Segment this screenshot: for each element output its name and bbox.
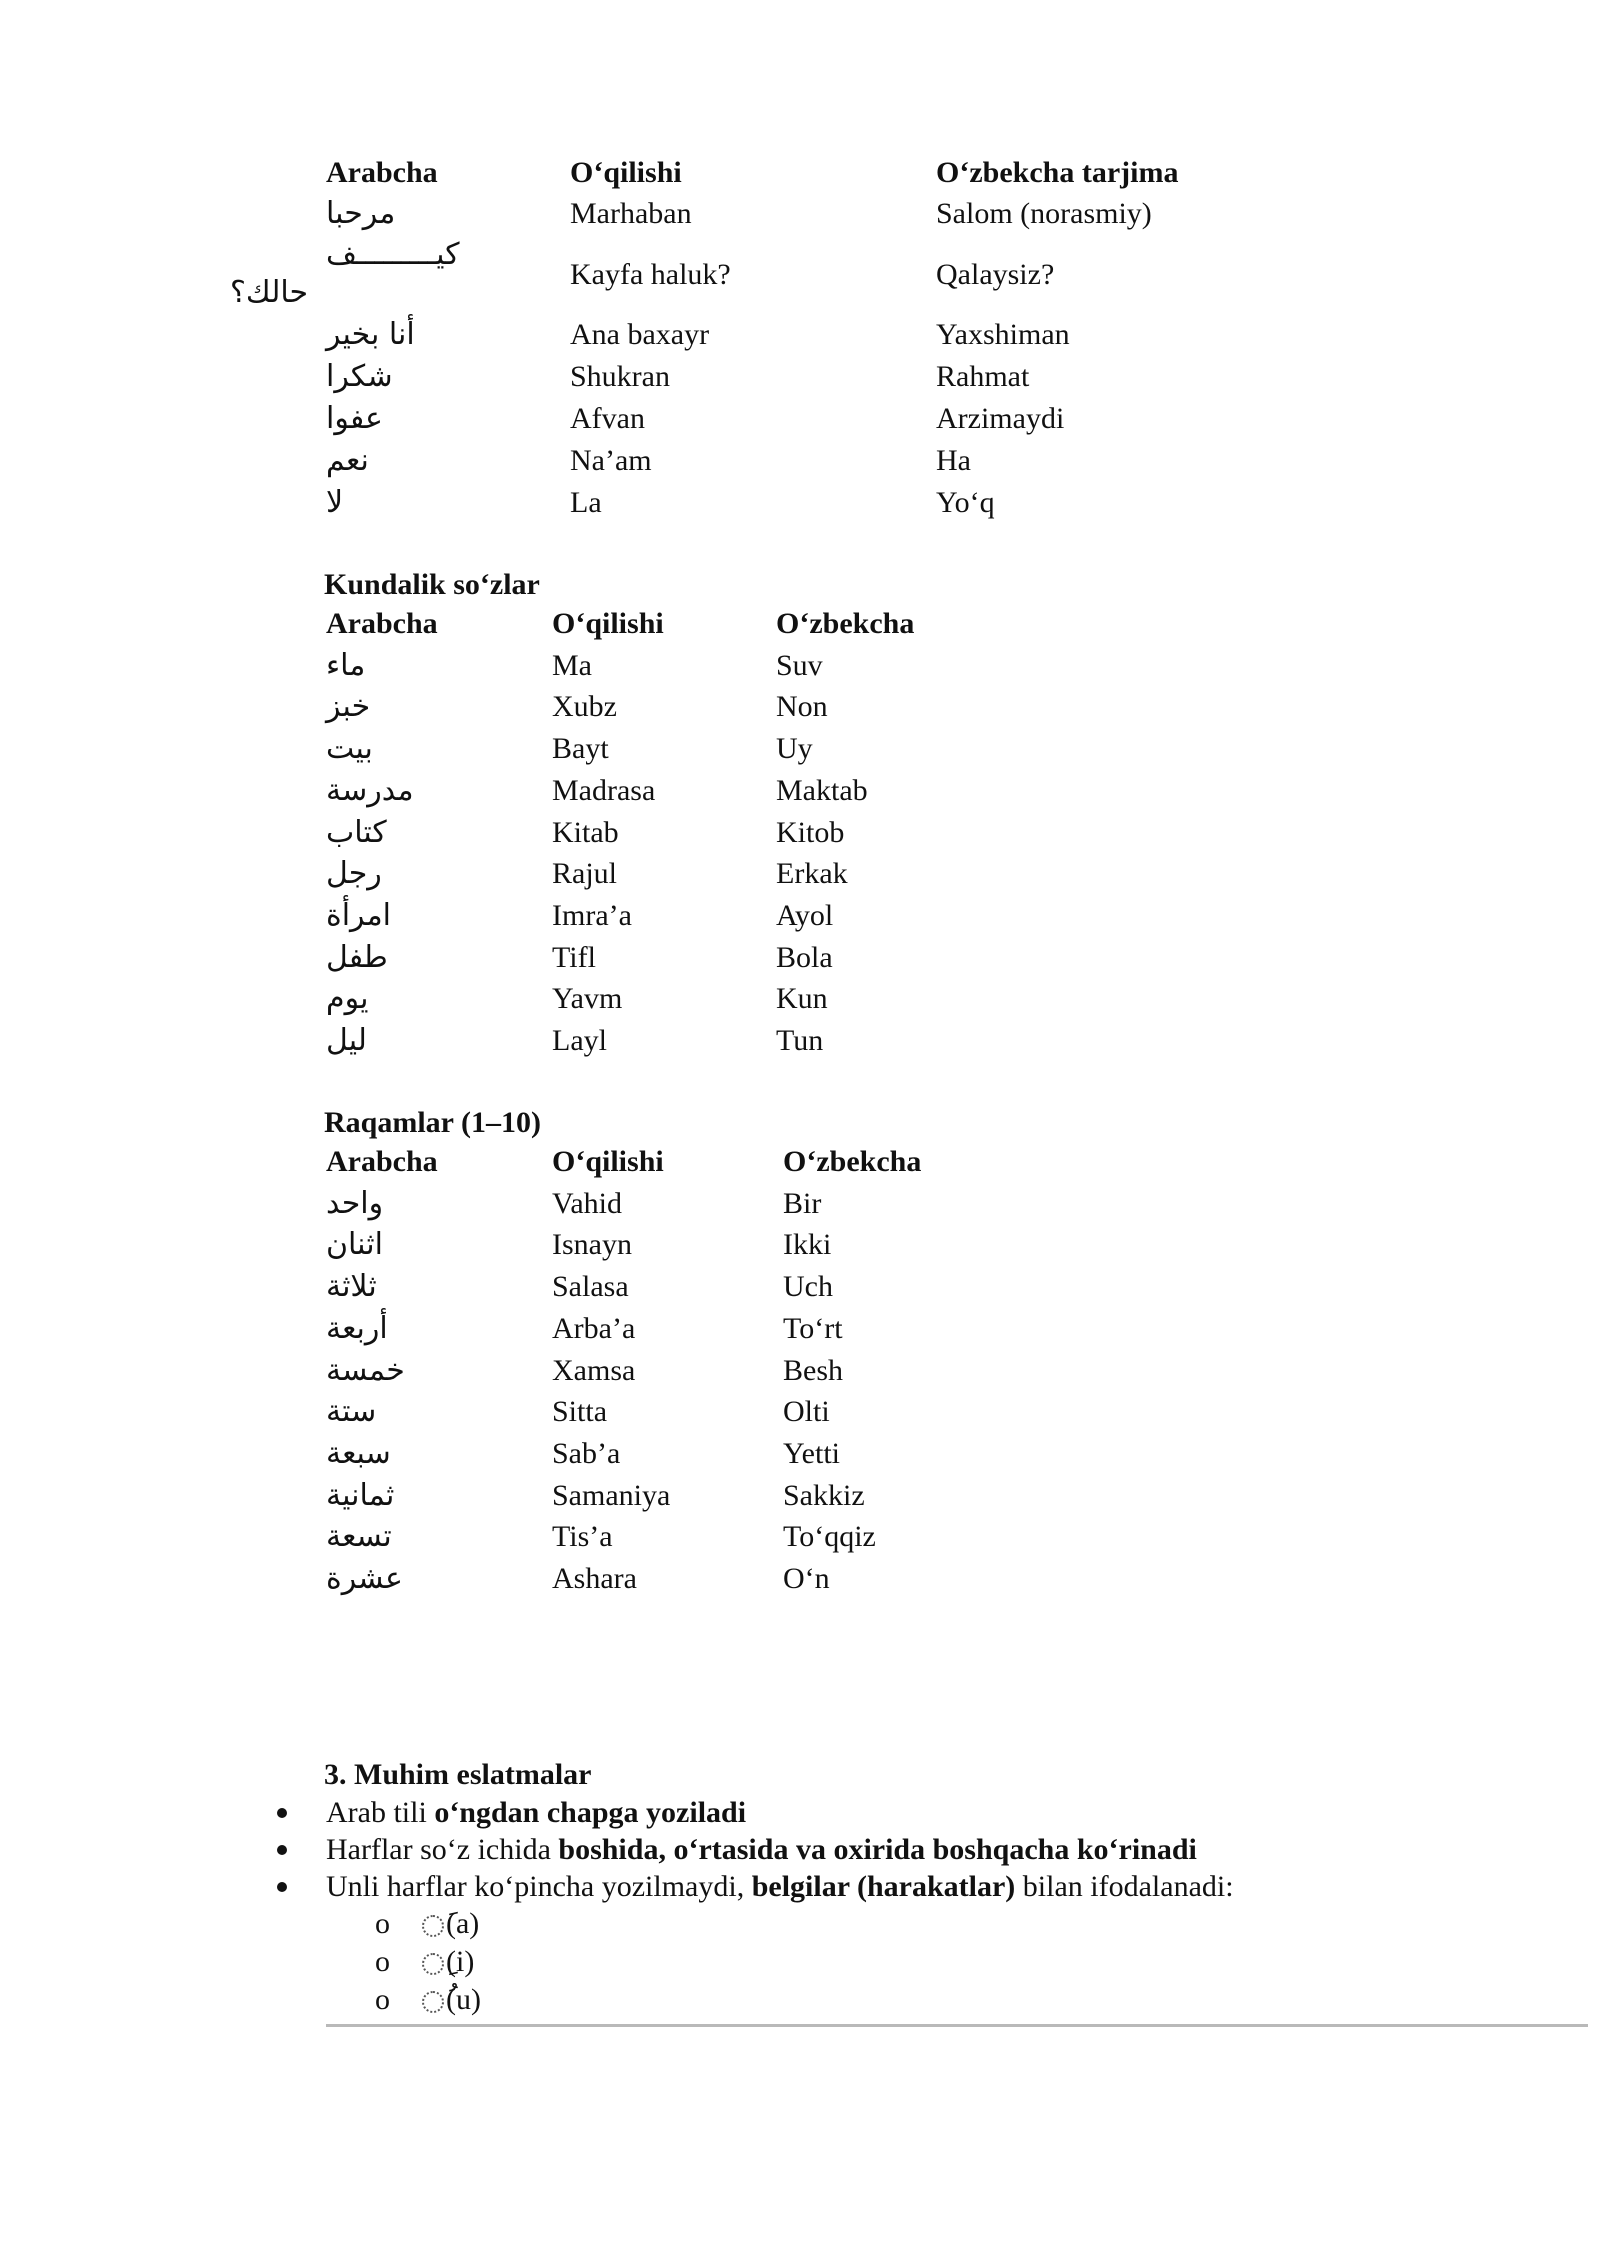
reading: Salasa <box>552 1270 629 1303</box>
bullet-text-bold: belgilar (harakatlar) <box>751 1870 1016 1903</box>
bullet-dot-icon <box>277 1808 287 1818</box>
translation: Tun <box>776 1024 824 1057</box>
harakat-item <box>422 1947 474 1977</box>
arabic-word: خبز <box>326 689 371 724</box>
table-row <box>0 898 1600 943</box>
arabic-word: يوم <box>326 981 369 1016</box>
table-row <box>0 773 1600 818</box>
translation: Kun <box>776 982 828 1015</box>
arabic-word: اثنان <box>326 1227 383 1262</box>
harakat-item <box>422 1909 479 1939</box>
arabic-word-line-2: حالك؟ <box>230 275 309 310</box>
column-header-reading: O‘qilishi <box>552 607 664 640</box>
translation: O‘n <box>783 1562 830 1595</box>
numbers-title: Raqamlar (1–10) <box>324 1106 541 1139</box>
table-row <box>0 1394 1600 1439</box>
bullet-text: bilan ifodalanadi: <box>1015 1870 1234 1903</box>
table-row <box>0 1227 1600 1272</box>
bullet-text: Harflar so‘z ichida <box>326 1833 559 1866</box>
arabic-word: عفوا <box>326 401 383 436</box>
arabic-word: امرأة <box>326 898 392 933</box>
notes-title: 3. Muhim eslatmalar <box>324 1758 592 1791</box>
reading: Imra’a <box>552 899 632 932</box>
arabic-word: تسعة <box>326 1519 392 1554</box>
table-row <box>0 815 1600 860</box>
arabic-word: ماء <box>326 648 366 683</box>
bullet-item <box>326 1872 1234 1902</box>
column-header-uzbek: O‘zbekcha <box>776 607 915 640</box>
table-row <box>0 359 1600 404</box>
translation: Qalaysiz? <box>936 258 1055 291</box>
reading: Tifl <box>552 941 596 974</box>
table-row <box>0 1478 1600 1523</box>
dotted-circle-icon <box>422 1915 444 1937</box>
table-row <box>0 1519 1600 1564</box>
column-header-reading: O‘qilishi <box>552 1145 664 1178</box>
translation: Yaxshiman <box>936 318 1070 351</box>
sub-bullet-marker: o <box>375 1945 390 1978</box>
bullet-text: Unli harflar ko‘pincha yozilmaydi, <box>326 1870 752 1903</box>
arabic-word: أربعة <box>326 1311 388 1346</box>
reading: Sitta <box>552 1395 608 1428</box>
reading: Xubz <box>552 690 617 723</box>
arabic-word: واحد <box>326 1186 384 1221</box>
reading: Ashara <box>552 1562 637 1595</box>
arabic-word: عشرة <box>326 1561 403 1596</box>
reading: Samaniya <box>552 1479 671 1512</box>
bullet-text: Arab tili <box>326 1796 435 1829</box>
arabic-word: كتاب <box>326 815 387 850</box>
translation: To‘qqiz <box>783 1520 876 1553</box>
table-row <box>0 731 1600 776</box>
arabic-word-line-1: كيـــــــــف <box>326 237 460 272</box>
table-row <box>0 196 1600 241</box>
translation: Uch <box>783 1270 833 1303</box>
harakat-item <box>422 1985 481 2015</box>
table-row <box>0 981 1600 1026</box>
reading: Ma <box>552 649 592 682</box>
table-row <box>0 940 1600 985</box>
reading: Xamsa <box>552 1354 636 1387</box>
column-header-arabic: Arabcha <box>326 607 438 640</box>
table-row <box>0 237 1600 316</box>
arabic-word: طفل <box>326 940 388 975</box>
column-header-reading: O‘qilishi <box>570 156 682 189</box>
translation: Ha <box>936 444 971 477</box>
harakat-label: (i) <box>446 1945 475 1978</box>
arabic-word: ثلاثة <box>326 1269 377 1304</box>
bullet-dot-icon <box>277 1845 287 1855</box>
translation: To‘rt <box>783 1312 843 1345</box>
harakat-label: (u) <box>446 1983 481 2016</box>
table-row <box>0 648 1600 693</box>
translation: Ayol <box>776 899 834 932</box>
translation: Olti <box>783 1395 830 1428</box>
translation: Salom (norasmiy) <box>936 197 1152 230</box>
table-row <box>0 401 1600 446</box>
arabic-word: لا <box>326 485 344 520</box>
table-row <box>0 1436 1600 1481</box>
reading: Ana baxayr <box>570 318 710 351</box>
reading: Isnayn <box>552 1228 632 1261</box>
arabic-word: بيت <box>326 731 373 766</box>
arabic-word: مدرسة <box>326 773 414 808</box>
table-row <box>0 485 1600 530</box>
horizontal-rule <box>326 2024 1588 2027</box>
translation: Rahmat <box>936 360 1030 393</box>
reading: Sab’a <box>552 1437 621 1470</box>
reading: Shukran <box>570 360 670 393</box>
arabic-word: رجل <box>326 856 382 891</box>
translation: Sakkiz <box>783 1479 865 1512</box>
table-row <box>0 1311 1600 1356</box>
translation: Bir <box>783 1187 822 1220</box>
translation: Kitob <box>776 816 845 849</box>
reading: Tis’a <box>552 1520 613 1553</box>
translation: Bola <box>776 941 833 974</box>
bullet-text-bold: o‘ngdan chapga yoziladi <box>434 1796 747 1829</box>
reading: Na’am <box>570 444 652 477</box>
translation: Non <box>776 690 828 723</box>
table-row <box>0 1269 1600 1314</box>
bullet-item <box>326 1798 746 1828</box>
greetings-header-row <box>0 158 1600 200</box>
table-row <box>0 1353 1600 1398</box>
column-header-arabic: Arabcha <box>326 1145 438 1178</box>
arabic-word: شكرا <box>326 359 393 394</box>
table-row <box>0 689 1600 734</box>
bullet-dot-icon <box>277 1882 287 1892</box>
translation: Maktab <box>776 774 868 807</box>
sub-bullet-marker: o <box>375 1907 390 1940</box>
column-header-arabic: Arabcha <box>326 156 438 189</box>
column-header-uzbek: O‘zbekcha tarjima <box>936 156 1179 189</box>
daily-words-header-row <box>0 609 1600 651</box>
table-row <box>0 1023 1600 1068</box>
dotted-circle-icon <box>422 1953 444 1975</box>
translation: Ikki <box>783 1228 832 1261</box>
reading: Vahid <box>552 1187 622 1220</box>
daily-words-title: Kundalik so‘zlar <box>324 568 540 601</box>
translation: Yetti <box>783 1437 840 1470</box>
translation: Erkak <box>776 857 848 890</box>
table-row <box>0 1186 1600 1231</box>
arabic-word: ستة <box>326 1394 377 1429</box>
numbers-header-row <box>0 1147 1600 1189</box>
reading: Marhaban <box>570 197 692 230</box>
reading: La <box>570 486 602 519</box>
bullet-item <box>326 1835 1197 1865</box>
column-header-uzbek: O‘zbekcha <box>783 1145 922 1178</box>
reading: Yavm <box>552 982 623 1015</box>
arabic-word: نعم <box>326 443 369 478</box>
dotted-circle-icon <box>422 1991 444 2013</box>
reading: Kitab <box>552 816 619 849</box>
reading: Arba’a <box>552 1312 636 1345</box>
reading: Afvan <box>570 402 645 435</box>
arabic-word: خمسة <box>326 1353 405 1388</box>
bullet-text-bold: boshida, o‘rtasida va oxirida boshqacha ko‘rinadi <box>558 1833 1197 1866</box>
translation: Besh <box>783 1354 843 1387</box>
translation: Yo‘q <box>936 486 995 519</box>
arabic-word: أنا بخير <box>326 317 415 352</box>
harakat-label: (a) <box>446 1907 480 1940</box>
translation: Suv <box>776 649 823 682</box>
sub-bullet-marker: o <box>375 1983 390 2016</box>
table-row <box>0 317 1600 362</box>
reading: Layl <box>552 1024 607 1057</box>
translation: Arzimaydi <box>936 402 1065 435</box>
table-row <box>0 1561 1600 1606</box>
arabic-word: ثمانية <box>326 1478 395 1513</box>
arabic-word: سبعة <box>326 1436 391 1471</box>
arabic-word: مرحبا <box>326 196 396 231</box>
reading: Madrasa <box>552 774 656 807</box>
reading: Rajul <box>552 857 617 890</box>
table-row <box>0 443 1600 488</box>
translation: Uy <box>776 732 813 765</box>
reading: Kayfa haluk? <box>570 258 731 291</box>
arabic-word: ليل <box>326 1023 367 1058</box>
reading: Bayt <box>552 732 609 765</box>
table-row <box>0 856 1600 901</box>
